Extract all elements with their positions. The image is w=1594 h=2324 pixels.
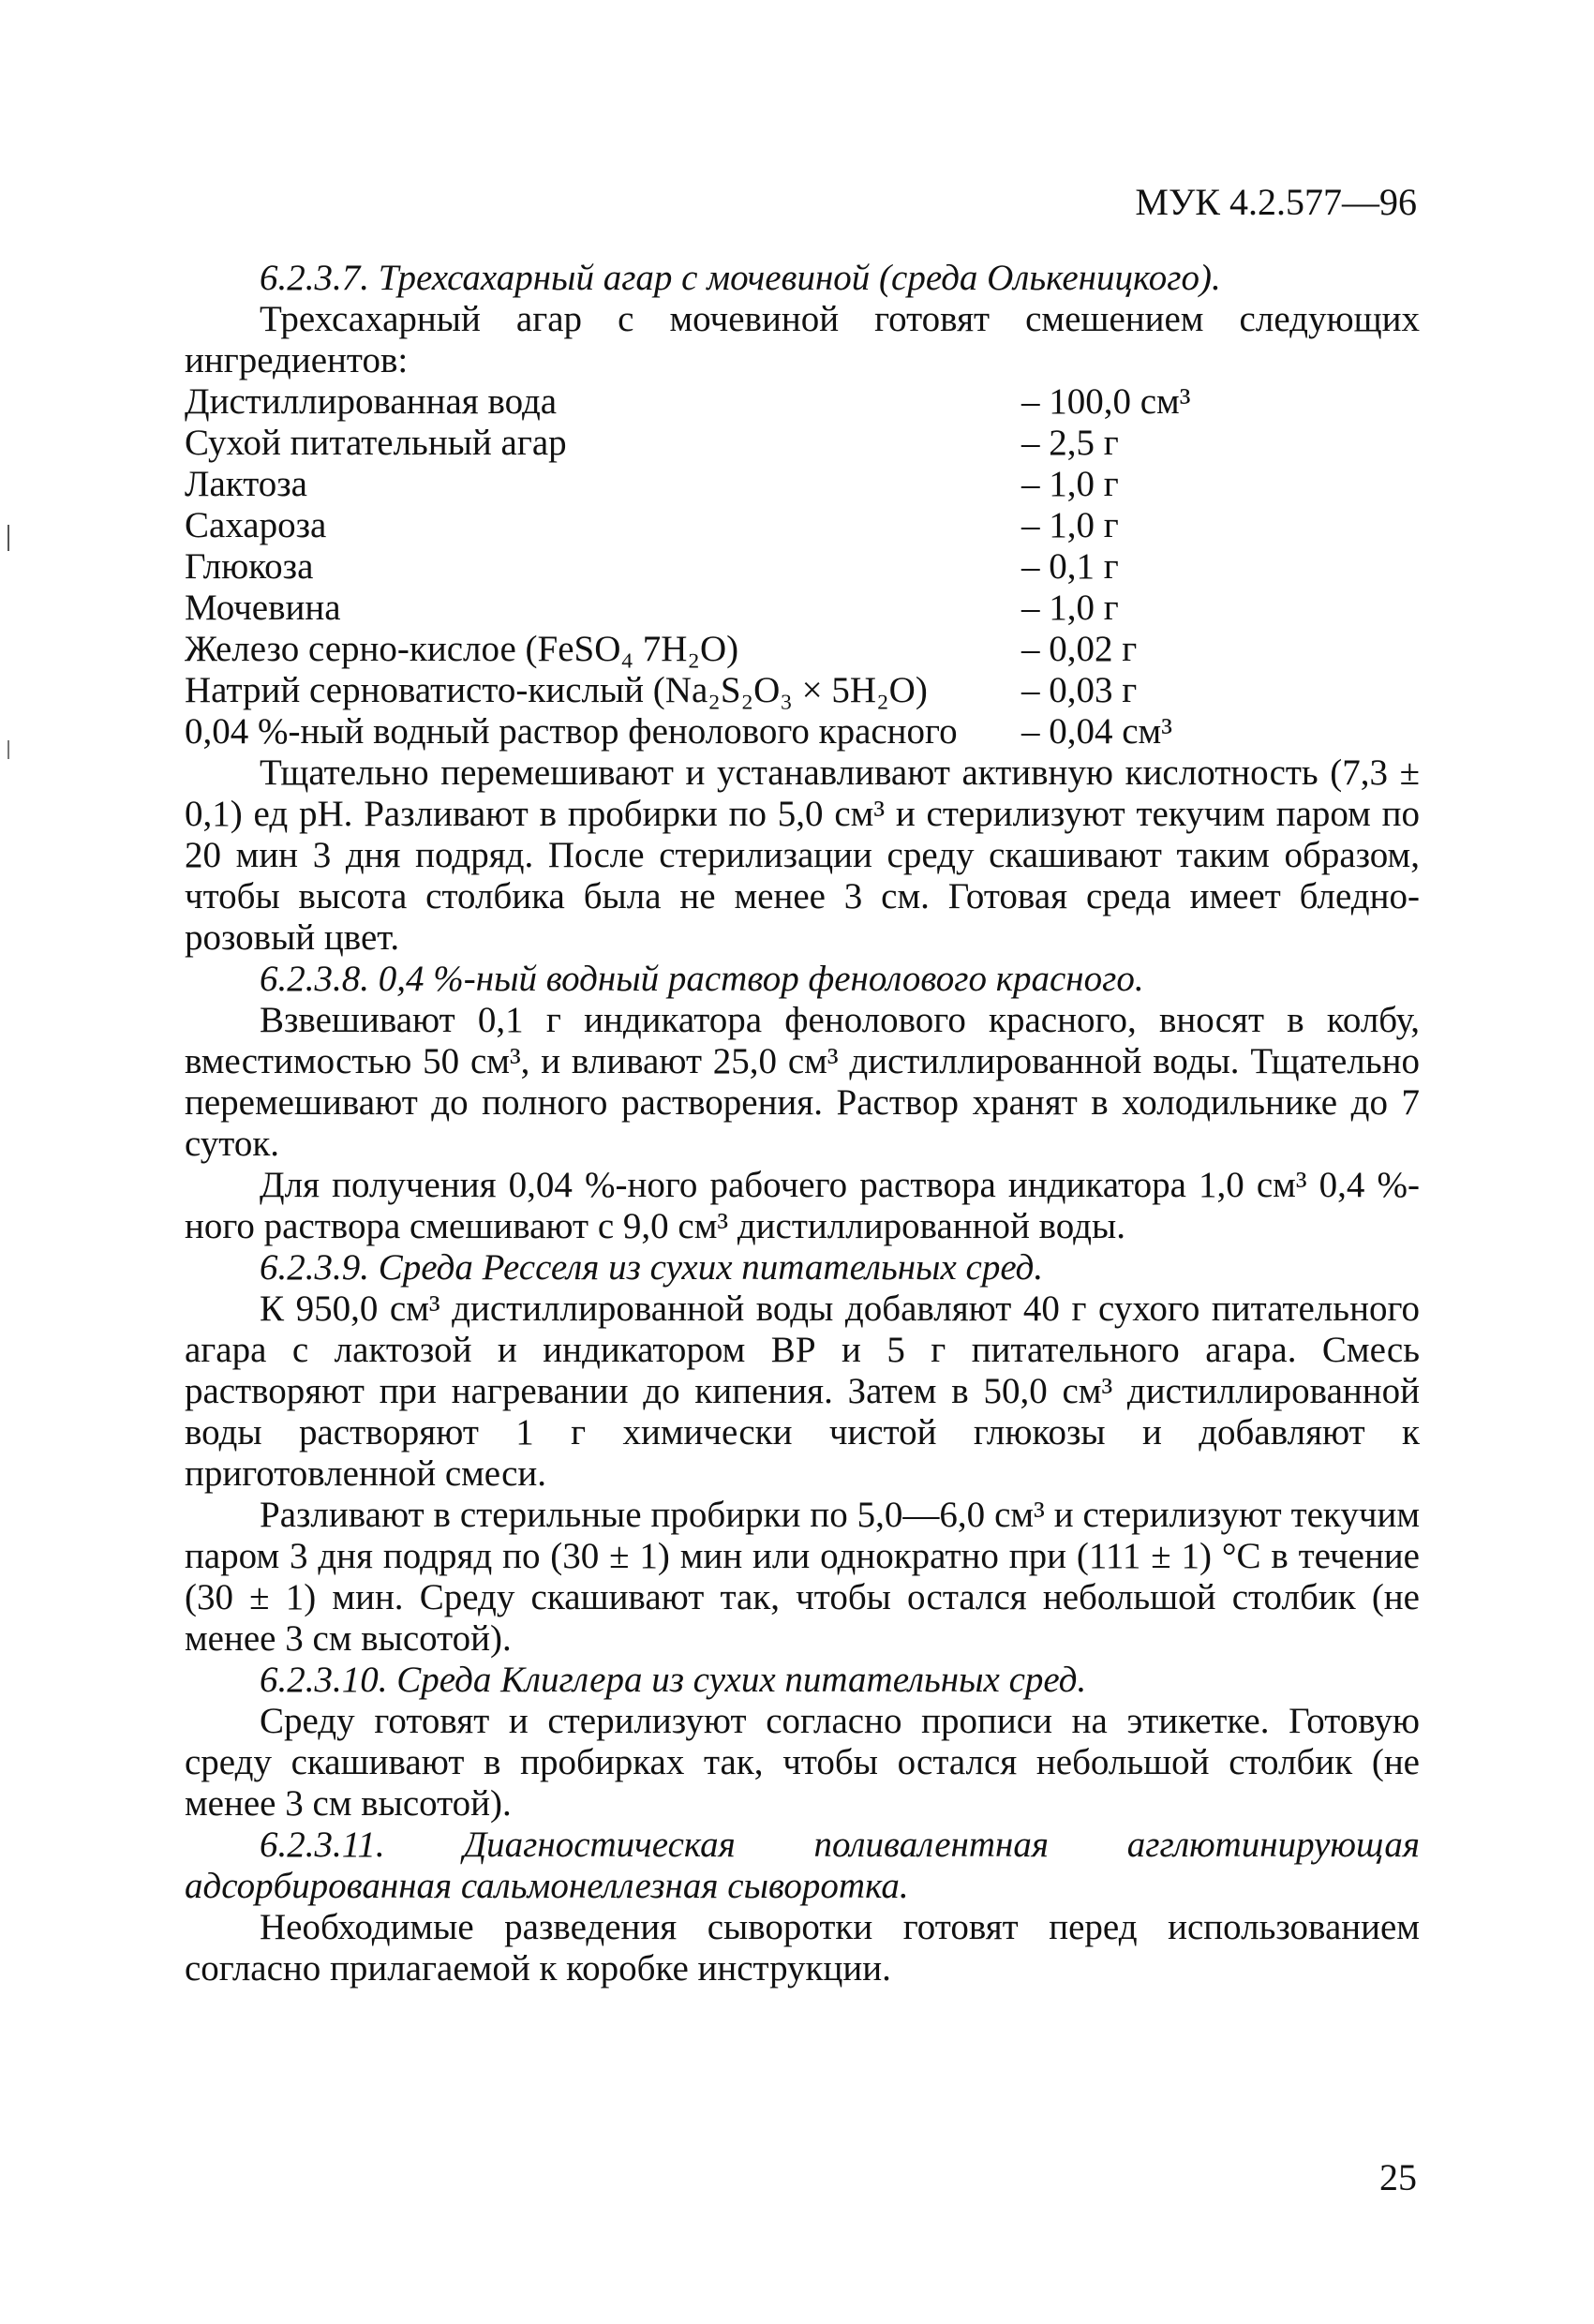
section-heading-6-2-3-9: 6.2.3.9. Среда Ресселя из сухих питательных сред.: [260, 1247, 1044, 1288]
ingredient-row: [185, 505, 1420, 546]
page-number: 25: [1379, 2156, 1417, 2198]
paragraph: Разливают в стерильные пробирки по 5,0—6,0 см³ и стерилизуют текучим паром 3 дня подряд по (30 ± 1) мин или однократно при (111 ± 1) °С в течение (30 ± 1) мин. Среду скашивают так, чтобы остался небольшой столбик (не менее 3 см высотой).: [185, 1495, 1420, 1659]
ingredient-amount: – 0,02 г: [1021, 629, 1138, 669]
ingredient-name: Железо серно-кислое (FeSO₄ 7H₂O): [185, 629, 739, 669]
section-heading-6-2-3-11: 6.2.3.11. Диагностическая поливалентная агглютинирующая адсорбированная сальмонеллезная сыворотка.: [185, 1825, 1420, 1906]
ingredient-name: 0,04 %-ный водный раствор фенолового красного: [185, 711, 958, 752]
ingredient-row: [185, 423, 1420, 464]
section-heading-6-2-3-8: 6.2.3.8. 0,4 %-ный водный раствор фенолового красного.: [260, 959, 1144, 999]
section-intro: Трехсахарный агар с мочевиной готовят смешением следующих ингредиентов:: [185, 299, 1420, 380]
scan-artifact: [7, 525, 9, 551]
ingredient-row: [185, 381, 1420, 423]
ingredient-row: [185, 464, 1420, 505]
paragraph: Для получения 0,04 %-ного рабочего раствора индикатора 1,0 см³ 0,4 %-ного раствора смешивают с 9,0 см³ дистиллированной воды.: [185, 1165, 1420, 1246]
ingredient-amount: – 1,0 г: [1021, 505, 1119, 545]
ingredient-name: Лактоза: [185, 464, 307, 504]
ingredient-row: [185, 711, 1420, 752]
paragraph: Среду готовят и стерилизуют согласно прописи на этикетке. Готовую среду скашивают в пробирках так, чтобы остался небольшой столбик (не менее 3 см высотой).: [185, 1701, 1420, 1824]
ingredient-amount: – 0,04 см³: [1021, 711, 1172, 752]
paragraph: К 950,0 см³ дистиллированной воды добавляют 40 г сухого питательного агара с лактозой и индикатором ВР и 5 г питательного агара. Смесь растворяют при нагревании до кипения. Затем в 50,0 см³ дистиллированной воды растворяют 1 г химически чистой глюкозы и добавляют к приготовленной смеси.: [185, 1289, 1420, 1494]
ingredient-amount: – 0,03 г: [1021, 670, 1138, 710]
ingredient-row: [185, 629, 1420, 670]
section-heading-6-2-3-7: 6.2.3.7. Трехсахарный агар с мочевиной (среда Олькеницкого).: [260, 258, 1221, 298]
ingredients-list: [185, 381, 1420, 752]
document-code-header: МУК 4.2.577—96: [1135, 181, 1417, 223]
ingredient-row: [185, 546, 1420, 588]
paragraph: Тщательно перемешивают и устанавливают активную кислотность (7,3 ± 0,1) ед pH. Разливают в пробирки по 5,0 см³ и стерилизуют текучим паром по 20 мин 3 дня подряд. После стерилизации среду скашивают таким образом, чтобы высота столбика была не менее 3 см. Готовая среда имеет бледно-розовый цвет.: [185, 752, 1420, 958]
ingredient-row: [185, 670, 1420, 711]
ingredient-amount: – 0,1 г: [1021, 546, 1119, 587]
scan-artifact: [7, 740, 9, 759]
ingredient-amount: – 100,0 см³: [1021, 381, 1191, 422]
ingredient-amount: – 1,0 г: [1021, 464, 1119, 504]
ingredient-amount: – 2,5 г: [1021, 423, 1119, 463]
section-heading-6-2-3-10: 6.2.3.10. Среда Клиглера из сухих питательных сред.: [260, 1660, 1087, 1700]
paragraph: Необходимые разведения сыворотки готовят перед использованием согласно прилагаемой к коробке инструкции.: [185, 1907, 1420, 1989]
ingredient-amount: – 1,0 г: [1021, 588, 1119, 628]
ingredient-name: Глюкоза: [185, 546, 314, 587]
ingredient-name: Натрий серноватисто-кислый (Na₂S₂O₃ × 5H₂O): [185, 670, 928, 710]
ingredient-name: Сухой питательный агар: [185, 423, 567, 463]
ingredient-name: Мочевина: [185, 588, 341, 628]
ingredient-name: Дистиллированная вода: [185, 381, 558, 422]
paragraph: Взвешивают 0,1 г индикатора фенолового красного, вносят в колбу, вместимостью 50 см³, и вливают 25,0 см³ дистиллированной воды. Тщательно перемешивают до полного растворения. Раствор хранят в холодильнике до 7 суток.: [185, 1000, 1420, 1164]
ingredient-row: [185, 588, 1420, 629]
ingredient-name: Сахароза: [185, 505, 327, 545]
page-content: [185, 258, 1420, 1989]
